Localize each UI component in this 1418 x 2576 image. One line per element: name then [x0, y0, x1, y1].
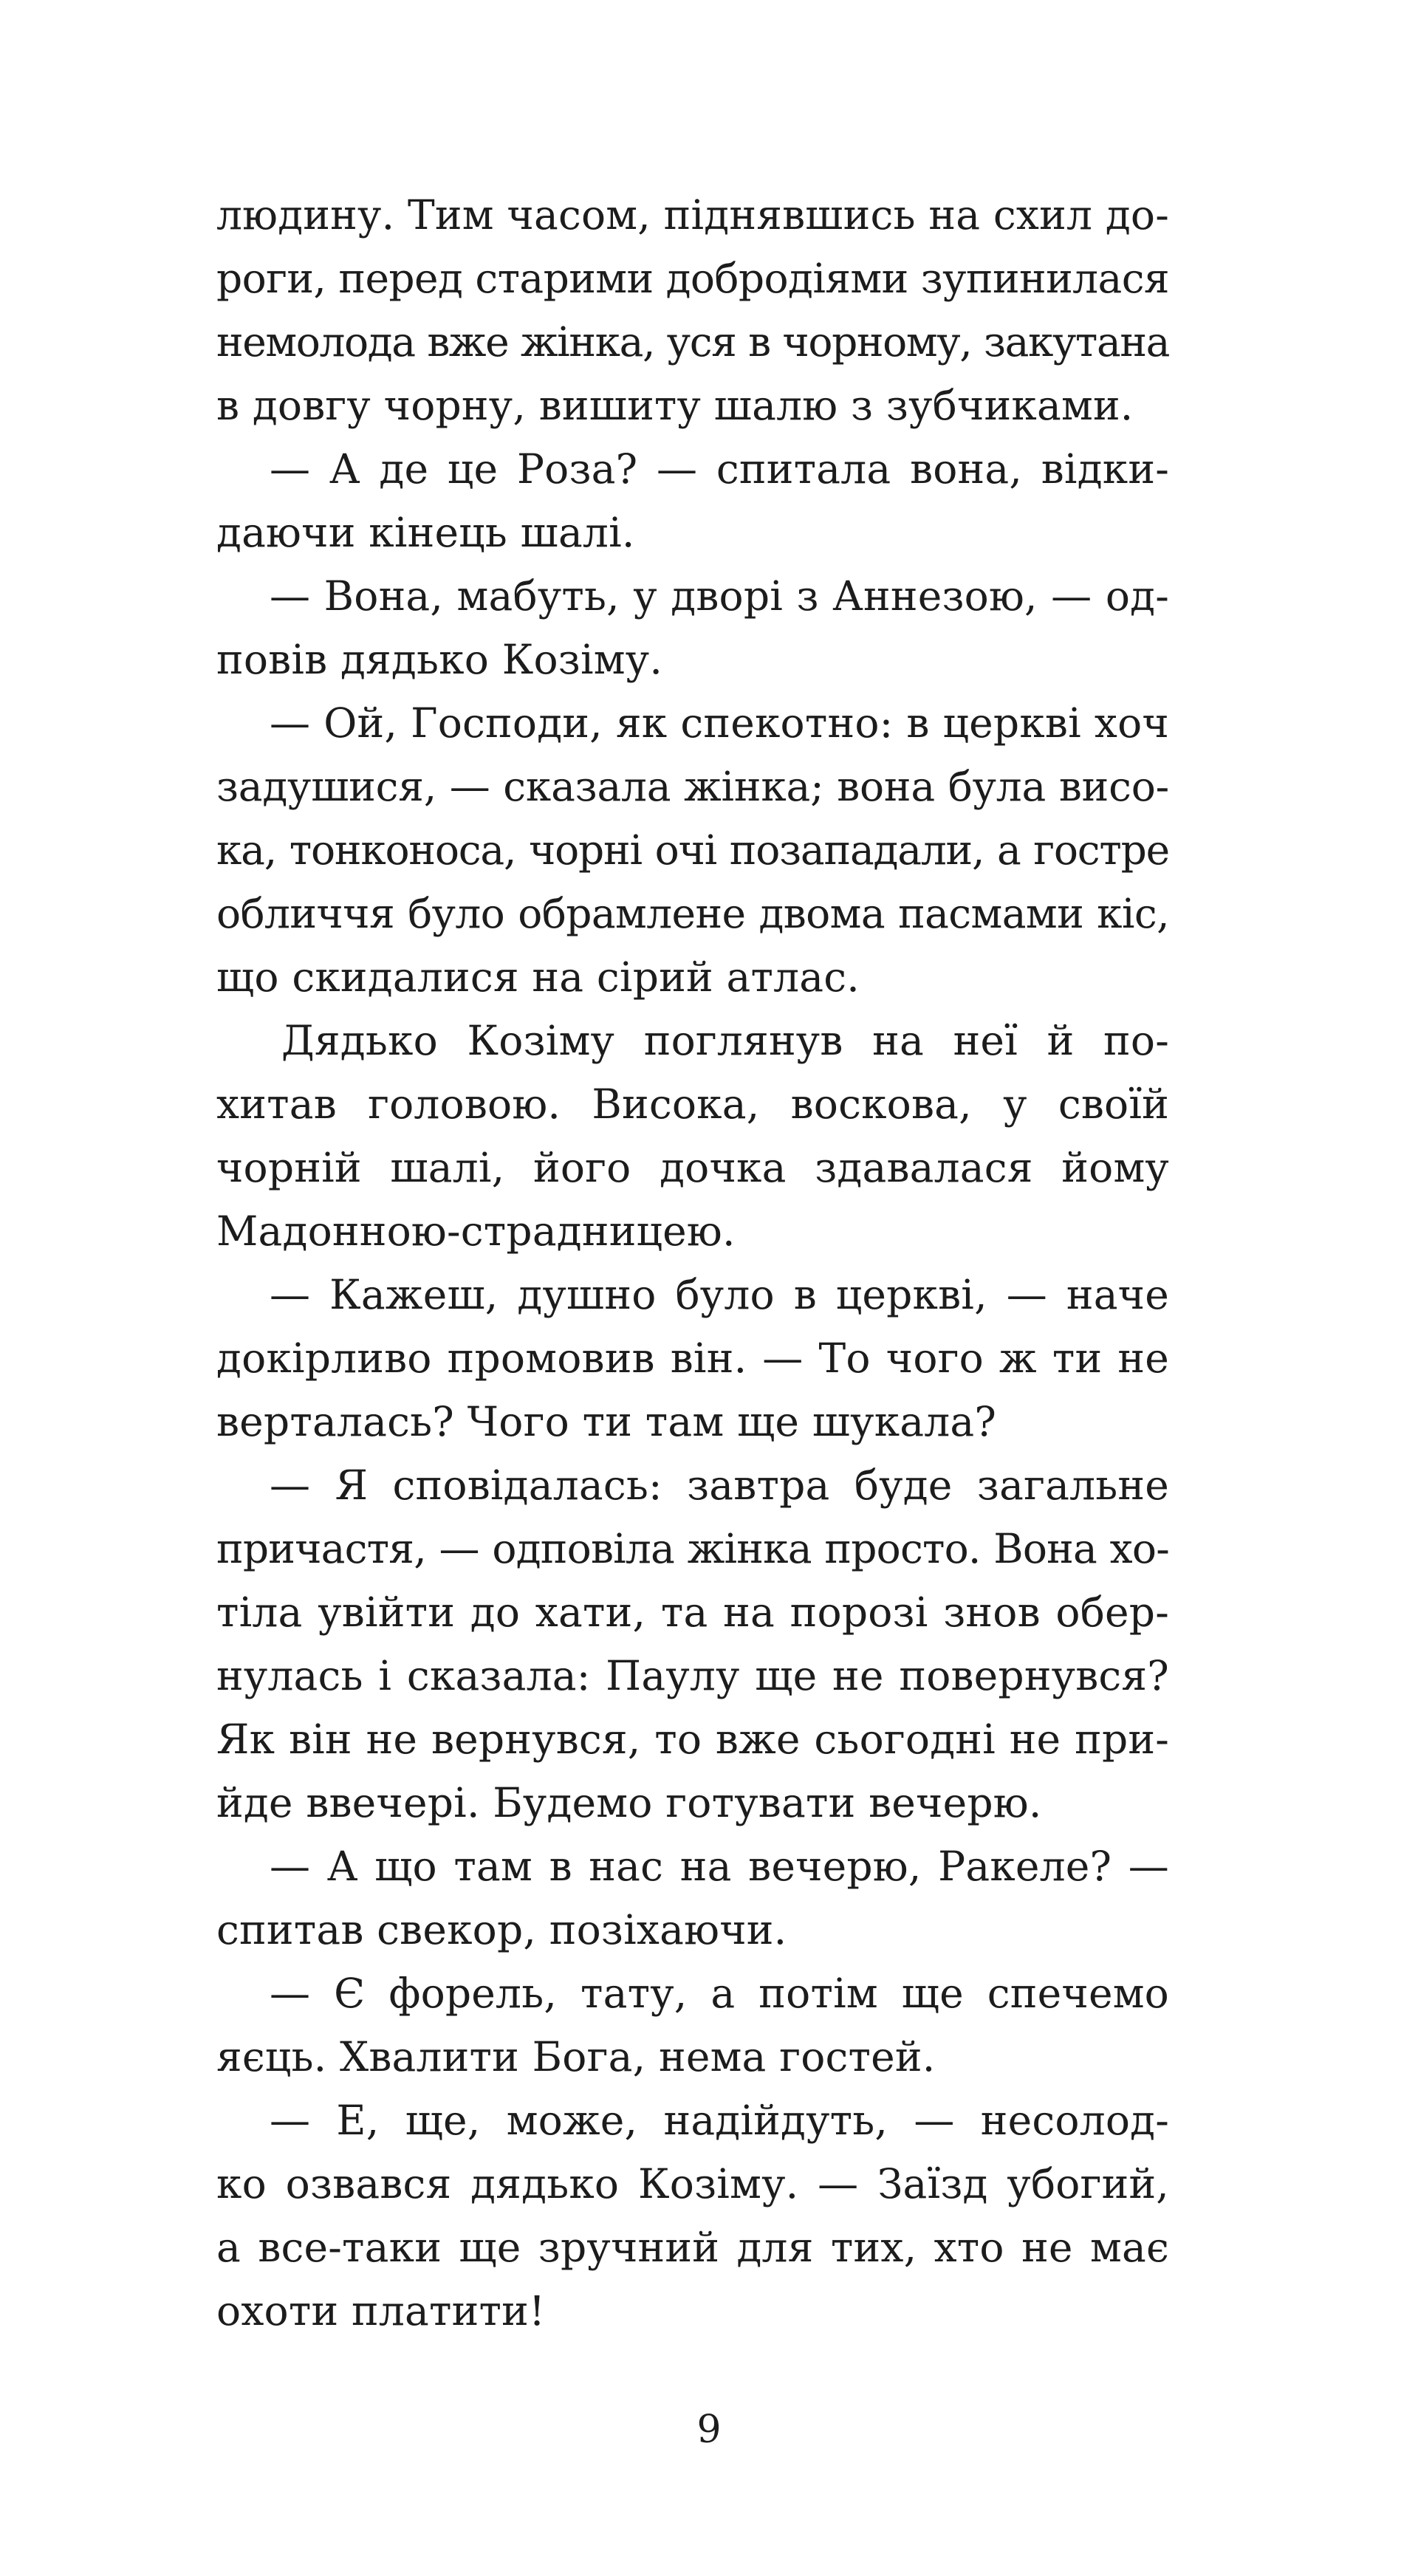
text-line: даючи кінець шалі.	[216, 509, 635, 556]
text-line: роги, перед старими добродіями зупинилася	[216, 255, 1169, 302]
text-line: — Е, ще, може, надійдуть, — несолод-	[270, 2097, 1169, 2144]
text-line: — Вона, мабуть, у дворі з Аннезою, — од-	[270, 572, 1169, 620]
text-line: — Ой, Господи, як спекотно: в церкві хоч	[270, 699, 1169, 747]
text-line: нулась і сказала: Паулу ще не повернувся?	[216, 1652, 1169, 1699]
body-text	[216, 183, 1169, 2343]
text-line: спитав свекор, позіхаючи.	[216, 1906, 787, 1953]
text-line: людину. Тим часом, піднявшись на схил до-	[216, 191, 1169, 239]
text-line: а все-таки ще зручний для тих, хто не має	[216, 2224, 1169, 2271]
text-line: Мадонною-страдницею.	[216, 1208, 736, 1255]
page-number: 9	[696, 2408, 722, 2452]
text-line: верталась? Чого ти там ще шукала?	[216, 1398, 997, 1445]
text-line: хитав головою. Висока, воскова, у своїй	[216, 1080, 1169, 1128]
text-line: в довгу чорну, вишиту шалю з зубчиками.	[216, 382, 1134, 429]
text-line: немолода вже жінка, уся в чорному, закутана	[216, 318, 1169, 366]
text-line: тіла увійти до хати, та на порозі знов обер-	[216, 1589, 1169, 1636]
text-line: — Я сповідалась: завтра буде загальне	[270, 1462, 1169, 1509]
text-line: йде ввечері. Будемо готувати вечерю.	[216, 1779, 1042, 1826]
text-line: охоти платити!	[216, 2287, 546, 2334]
text-line: — Кажеш, душно було в церкві, — наче	[270, 1271, 1169, 1318]
text-line: — А де це Роза? — спитала вона, відки-	[270, 445, 1169, 493]
text-line: — Є форель, тату, а потім ще спечемо	[270, 1970, 1169, 2017]
text-line: Дядько Козіму поглянув на неї й по-	[281, 1017, 1169, 1064]
text-line: повів дядько Козіму.	[216, 636, 663, 683]
text-line: докірливо промовив він. — То чого ж ти не	[216, 1335, 1169, 1382]
text-line: ка, тонконоса, чорні очі позападали, а гостре	[216, 826, 1169, 874]
text-line: чорній шалі, його дочка здавалася йому	[216, 1144, 1169, 1191]
text-line: ко озвався дядько Козіму. — Заїзд убогий,	[216, 2160, 1169, 2207]
text-line: яєць. Хвалити Бога, нема гостей.	[216, 2033, 936, 2080]
text-line: — А що там в нас на вечерю, Ракеле? —	[270, 1843, 1169, 1890]
text-line: причастя, — одповіла жінка просто. Вона хо-	[216, 1525, 1169, 1572]
text-line: обличчя було обрамлене двома пасмами кіс,	[216, 890, 1169, 937]
text-line: задушися, — сказала жінка; вона була висо-	[216, 763, 1169, 810]
text-line: Як він не вернувся, то вже сьогодні не при-	[216, 1716, 1169, 1763]
text-line: що скидалися на сірий атлас.	[216, 953, 860, 1001]
